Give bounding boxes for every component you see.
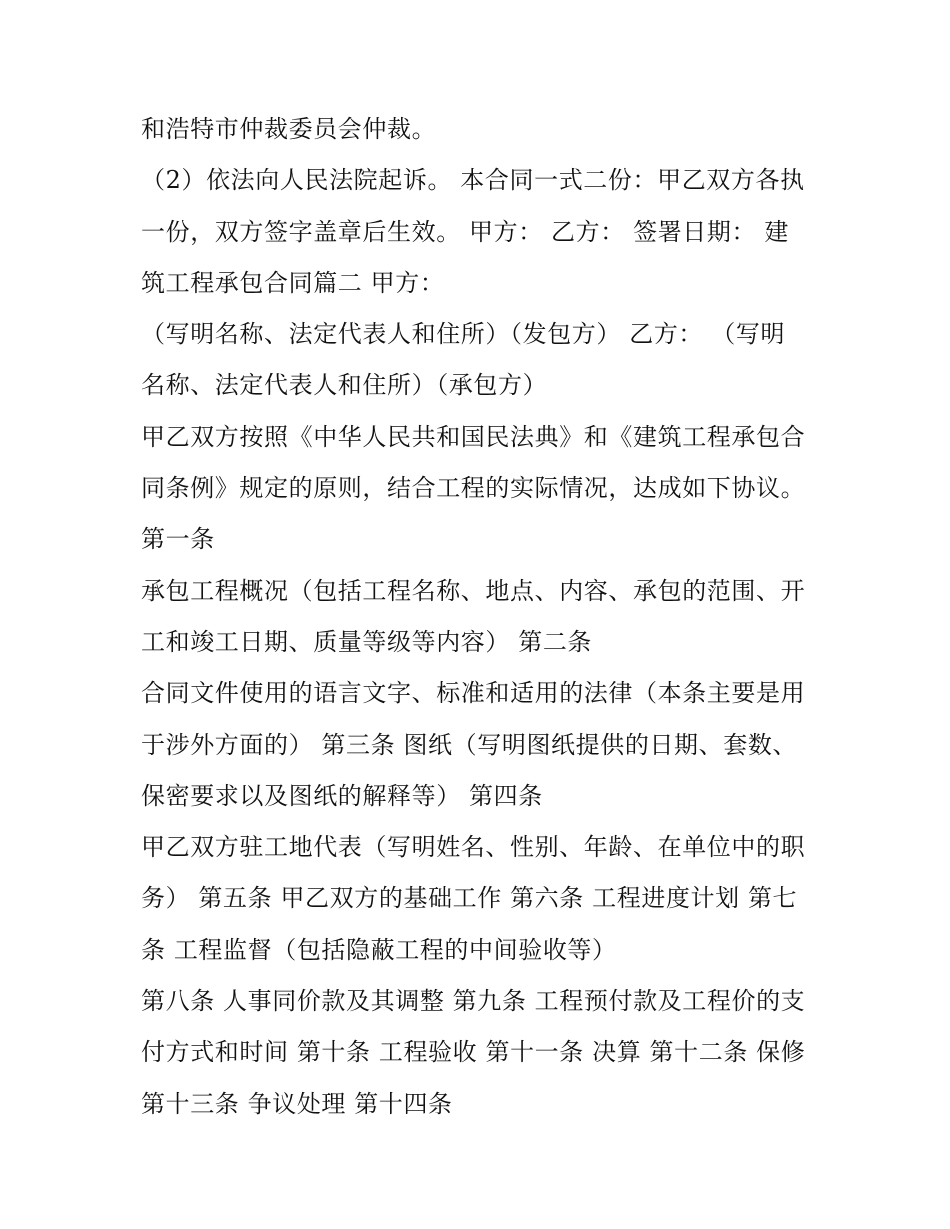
document-body [141,104,821,1130]
document-line: 筑工程承包合同篇二 甲方： [141,268,445,297]
document-line: 甲乙双方驻工地代表（写明姓名、性别、年龄、在单位中的职 [141,833,806,862]
document-line: 条 工程监督（包括隐蔽工程的中间验收等） [141,935,617,964]
document-line: 工和竣工日期、质量等级等内容） 第二条 [141,627,593,656]
document-line: 务） 第五条 甲乙双方的基础工作 第六条 工程进度计划 第七 [141,884,798,913]
document-line: 第十三条 争议处理 第十四条 [141,1089,453,1118]
document-line: 保密要求以及图纸的解释等） 第四条 [141,781,543,810]
document-line: 和浩特市仲裁委员会仲裁。 [141,115,437,143]
document-line: 第八条 人事同价款及其调整 第九条 工程预付款及工程价的支 [141,987,806,1016]
document-line: 同条例》规定的原则，结合工程的实际情况，达成如下协议。 [141,474,806,503]
document-line: 合同文件使用的语言文字、标准和适用的法律（本条主要是用 [141,679,806,708]
document-line: 名称、法定代表人和住所）（承包方） [141,371,548,400]
document-line: 第一条 [141,525,215,554]
document-line: 付方式和时间 第十条 工程验收 第十一条 决算 第十二条 保修 [141,1038,806,1067]
document-line: 甲乙双方按照《中华人民共和国民法典》和《建筑工程承包合 [141,422,806,451]
document-line: （2）依法向人民法院起诉。 本合同一式二份：甲乙双方各执 [141,166,805,195]
document-line: 一份，双方签字盖章后生效。 甲方： 乙方： 签署日期： 建 [141,217,789,246]
document-line: （写明名称、法定代表人和住所）（发包方） 乙方： （写明 [141,320,786,349]
document-line: 于涉外方面的） 第三条 图纸（写明图纸提供的日期、套数、 [141,730,798,759]
document-line: 承包工程概况（包括工程名称、地点、内容、承包的范围、开 [141,576,806,605]
